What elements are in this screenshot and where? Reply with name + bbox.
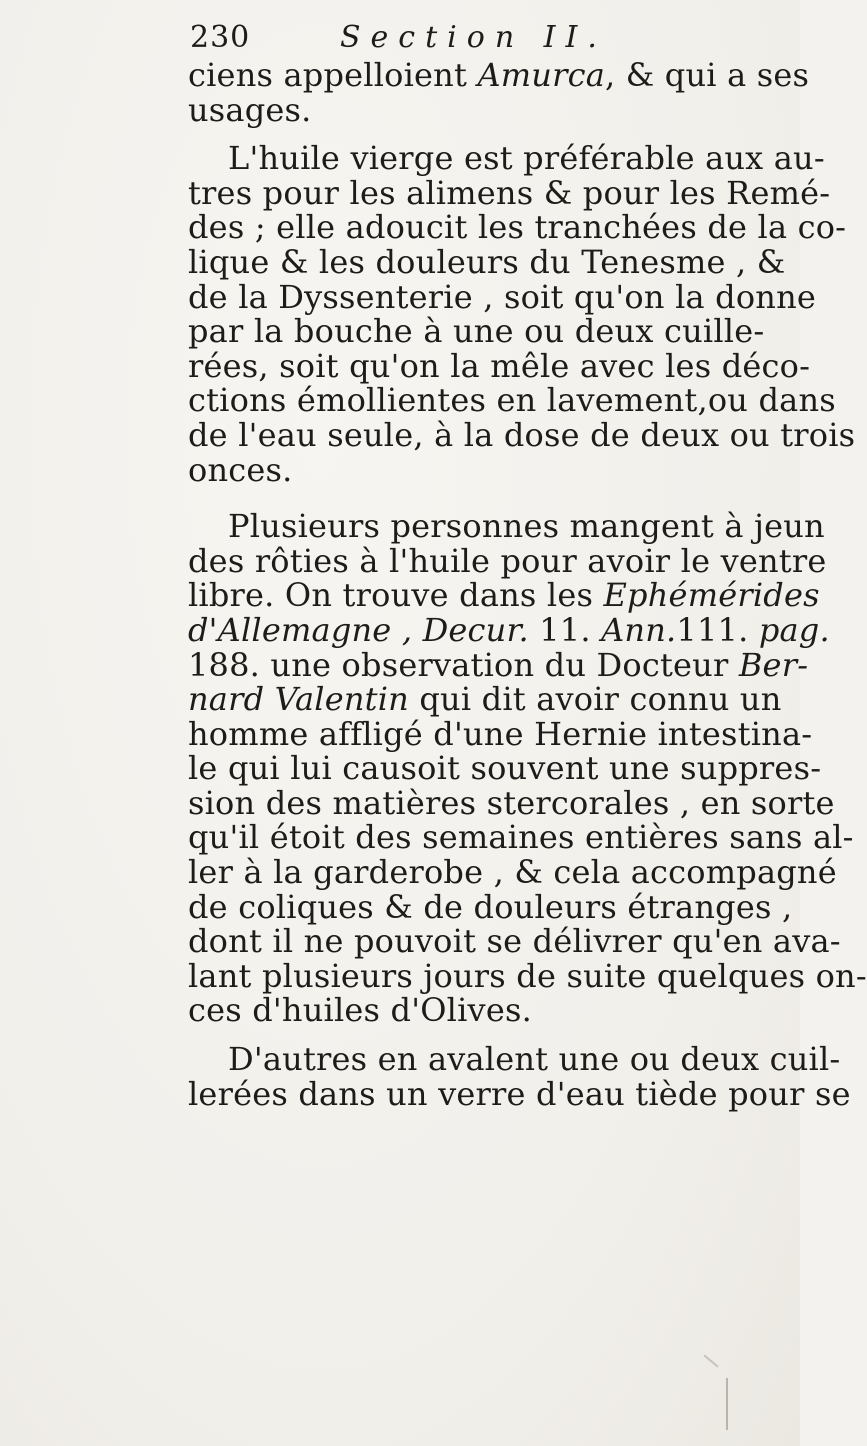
paper-mark: [726, 1378, 728, 1430]
text-line: [188, 1040, 841, 1079]
text-segment: lerées dans un verre d'eau tiède pour se: [188, 1074, 851, 1113]
text-line: [188, 507, 825, 546]
body-text: [188, 56, 867, 1113]
text-line: [188, 645, 809, 684]
text-line: [188, 993, 788, 1028]
text-line: [188, 783, 835, 822]
text-segment: lique & les douleurs du Tenesme , &: [188, 242, 786, 281]
text-segment: dont il ne pouvoit se délivrer qu'en ava-: [188, 922, 841, 961]
text-segment: Ann.: [601, 610, 677, 649]
text-segment: onces.: [188, 450, 293, 489]
text-segment: , & qui a ses: [605, 56, 810, 94]
text-line: [188, 173, 831, 212]
text-line: [188, 56, 810, 94]
text-segment: ler à la garderobe , & cela accompagné: [188, 853, 837, 892]
text-segment: usages.: [188, 90, 312, 129]
page-number: 230: [190, 20, 251, 55]
text-line: [188, 922, 841, 961]
paragraph: [188, 1040, 851, 1113]
text-segment: D'autres en avalent une ou deux cuil-: [228, 1040, 841, 1079]
text-segment: de l'eau seule, à la dose de deux ou trois: [188, 415, 856, 454]
text-line: [188, 90, 788, 129]
text-segment: qui dit avoir connu un: [408, 680, 782, 719]
text-segment: le qui lui causoit souvent une suppres-: [188, 749, 822, 788]
text-line: [188, 541, 827, 580]
running-title: Section II.: [340, 20, 607, 55]
text-line: [188, 314, 788, 349]
text-segment: ces d'huiles d'Olives.: [188, 991, 532, 1030]
text-line: [188, 277, 817, 316]
text-segment: ciens appelloient: [188, 56, 478, 94]
text-segment: L'huile vierge est préférable aux au-: [228, 139, 825, 178]
text-segment: homme affligé d'une Hernie intestina-: [188, 714, 813, 753]
text-segment: rées, soit qu'on la mêle avec les déco-: [188, 346, 811, 385]
text-line: [188, 682, 788, 717]
text-line: [188, 749, 822, 788]
text-segment: de la Dyssenterie , soit qu'on la donne: [188, 277, 817, 316]
text-segment: tres pour les alimens & pour les Remé-: [188, 173, 831, 212]
text-segment: par la bouche à une ou deux cuille-: [188, 312, 765, 351]
text-line: [188, 853, 837, 892]
text-segment: d'Allemagne , Decur.: [188, 610, 529, 649]
text-line: [188, 576, 820, 615]
text-line: [188, 346, 811, 385]
text-segment: des ; elle adoucit les tranchées de la co-: [188, 208, 847, 247]
text-segment: 11.: [528, 610, 602, 649]
text-line: [188, 818, 854, 857]
text-segment: libre. On trouve dans les: [188, 576, 604, 615]
text-segment: Ephémérides: [603, 576, 820, 615]
text-segment: 111.: [676, 610, 759, 649]
text-line: [188, 1074, 851, 1113]
text-line: [188, 139, 825, 178]
paragraph: [188, 56, 810, 129]
paragraph: [188, 139, 856, 489]
text-column: [188, 18, 867, 1113]
text-line: [188, 610, 830, 649]
text-segment: Ber-: [738, 645, 809, 684]
paragraph: [188, 507, 867, 1030]
text-line: [188, 956, 867, 995]
text-segment: des rôties à l'huile pour avoir le ventre: [188, 541, 827, 580]
text-segment: ctions émollientes en lavement,ou dans: [188, 381, 836, 420]
text-line: [188, 714, 813, 753]
text-segment: sion des matières stercorales , en sorte: [188, 783, 835, 822]
text-line: [188, 381, 836, 420]
text-segment: Plusieurs personnes mangent à jeun: [228, 507, 825, 546]
text-line: [188, 208, 847, 247]
paper-mark: [703, 1354, 718, 1367]
text-segment: qu'il étoit des semaines entières sans al-: [188, 818, 854, 857]
text-segment: lant plusieurs jours de suite quelques on-: [188, 956, 867, 995]
text-line: [188, 415, 856, 454]
text-line: [188, 242, 788, 281]
text-segment: nard Valentin: [188, 680, 409, 719]
text-segment: de coliques & de douleurs étranges ,: [188, 887, 793, 926]
text-line: [188, 450, 788, 489]
text-line: [188, 887, 793, 926]
text-segment: 188. une observation du Docteur: [188, 645, 739, 684]
text-segment: Amurca: [477, 56, 605, 94]
text-segment: pag.: [758, 610, 830, 649]
running-header: [188, 18, 788, 58]
